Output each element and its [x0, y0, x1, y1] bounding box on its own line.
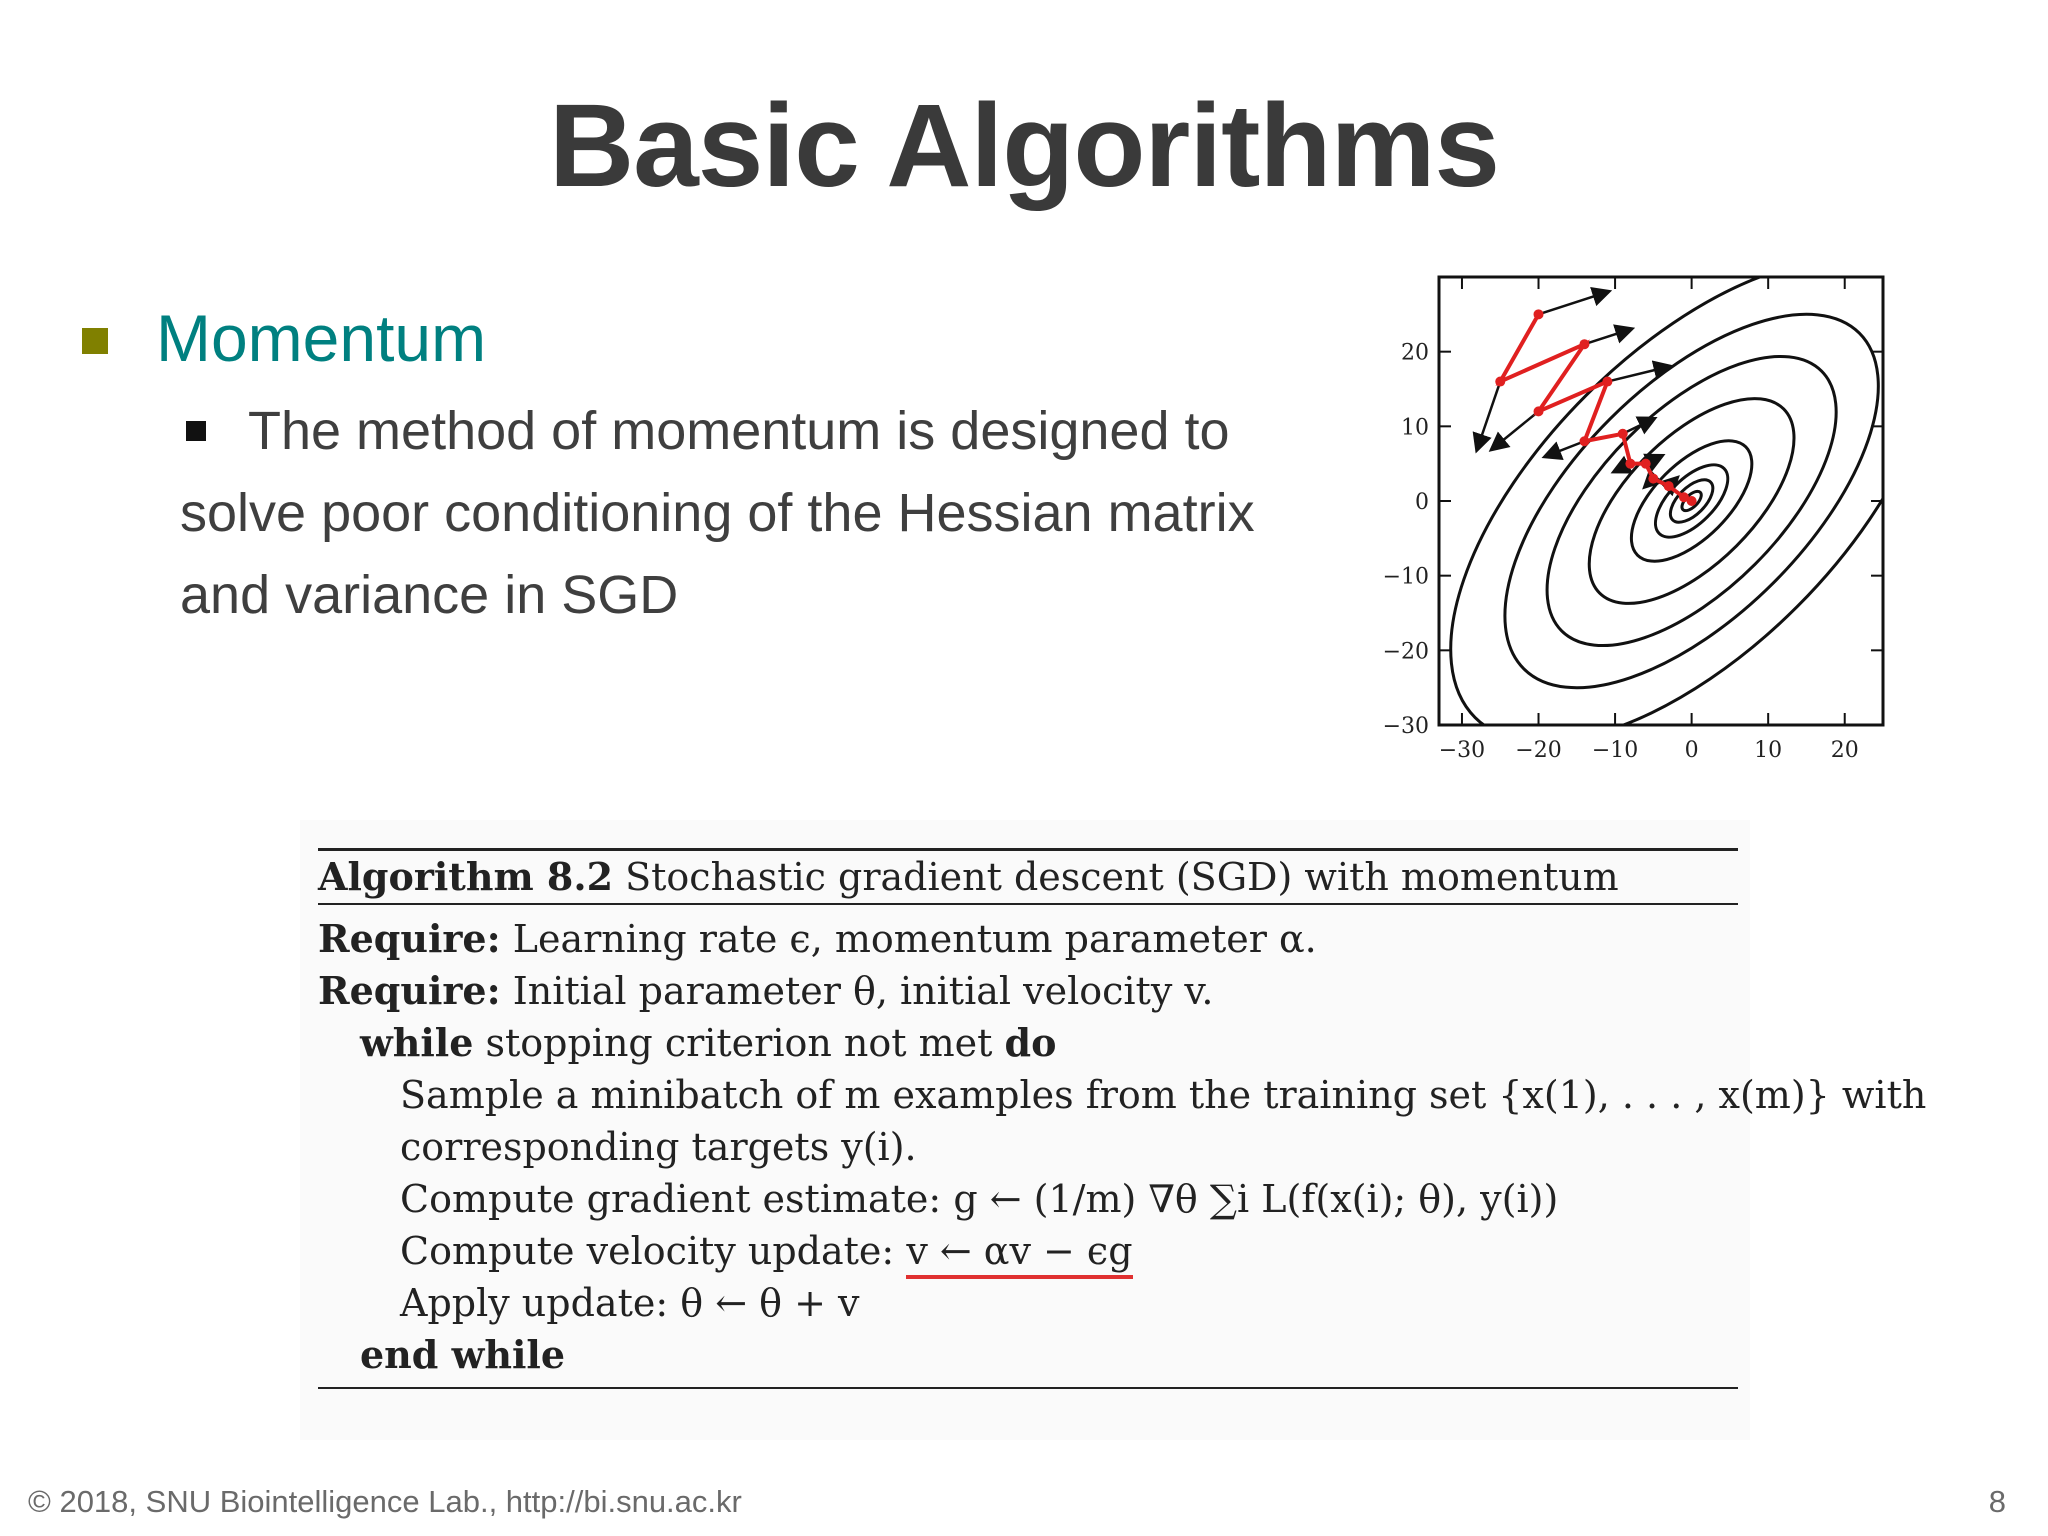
algorithm-header-rule	[318, 903, 1738, 905]
velocity-label: Compute velocity update:	[400, 1229, 895, 1273]
while-keyword: while	[360, 1020, 474, 1065]
momentum-path-point-0	[1534, 309, 1544, 319]
footer-copyright: © 2018, SNU Biointelligence Lab., http://bi.snu.ac.kr	[28, 1484, 742, 1519]
algorithm-label: Algorithm 8.2	[318, 854, 614, 899]
gradient-arrow-6	[1623, 419, 1654, 434]
momentum-path-point-12	[1687, 496, 1697, 506]
plot-frame	[1439, 277, 1883, 725]
algorithm-end-while	[318, 1329, 1738, 1381]
y-tick-label-4: −20	[1382, 639, 1429, 665]
momentum-path-point-10	[1664, 481, 1674, 491]
do-keyword: do	[1004, 1020, 1057, 1065]
momentum-path-point-5	[1579, 436, 1589, 446]
y-tick-label-5: −30	[1382, 714, 1429, 739]
sub-bullet-square-icon	[186, 421, 206, 441]
momentum-path-point-4	[1602, 377, 1612, 387]
apply-label: Apply update:	[400, 1281, 669, 1325]
algorithm-gradient-step	[318, 1173, 1738, 1225]
algorithm-box	[300, 820, 1927, 1440]
require-1-text: Learning rate ϵ, momentum parameter α.	[512, 917, 1317, 961]
footer-page-number: 8	[1988, 1484, 2006, 1519]
x-tick-label-3: 0	[1684, 738, 1699, 763]
momentum-contour-plot	[1370, 262, 1910, 772]
bullet-momentum-text: Momentum	[156, 301, 487, 375]
algorithm-sample-line-2: corresponding targets y(i).	[400, 1125, 917, 1169]
sub-bullet	[180, 390, 1340, 636]
require-2-text: Initial parameter θ, initial velocity v.	[512, 969, 1214, 1013]
momentum-path-point-1	[1495, 377, 1505, 387]
gradient-equation: g ← (1/m) ∇θ ∑i L(f(x(i); θ), y(i))	[953, 1177, 1559, 1221]
momentum-path-point-8	[1641, 459, 1651, 469]
gradient-arrow-2	[1584, 329, 1630, 344]
bullet-momentum	[82, 300, 486, 376]
y-tick-label-3: −10	[1382, 564, 1429, 590]
x-tick-label-2: −10	[1591, 738, 1639, 763]
momentum-path-point-2	[1579, 339, 1589, 349]
y-tick-label-1: 10	[1401, 415, 1429, 441]
algorithm-apply-step	[318, 1277, 1738, 1329]
algorithm-sample-line: Sample a minibatch of m examples from the training set {x(1), . . . , x(m)} with	[400, 1073, 1927, 1117]
momentum-path-point-6	[1618, 429, 1628, 439]
x-tick-label-1: −20	[1515, 738, 1562, 763]
algorithm-header	[318, 851, 1738, 903]
x-tick-label-4: 10	[1754, 738, 1783, 763]
gradient-arrow-0	[1539, 292, 1608, 314]
end-while-keyword: end while	[360, 1332, 565, 1377]
gradient-label: Compute gradient estimate:	[400, 1177, 942, 1221]
y-tick-label-0: 20	[1401, 340, 1429, 366]
velocity-equation-highlighted: v ← αv − ϵg	[906, 1229, 1132, 1279]
y-tick-label-2: 0	[1415, 490, 1429, 515]
require-2-keyword: Require:	[318, 968, 501, 1013]
x-tick-label-5: 20	[1830, 738, 1859, 763]
algorithm-bottom-rule	[318, 1387, 1738, 1389]
gradient-arrow-1	[1477, 382, 1500, 449]
momentum-path-point-3	[1534, 406, 1544, 416]
contour-1	[1442, 262, 1910, 751]
sub-bullet-text: The method of momentum is designed to solve poor conditioning of the Hessian matrix and variance in SGD	[180, 401, 1255, 625]
algorithm-require-1	[318, 913, 1738, 965]
algorithm-velocity-step	[318, 1225, 1738, 1277]
gradient-arrow-3	[1493, 411, 1539, 448]
slide-title: Basic Algorithms	[548, 80, 1500, 212]
require-1-keyword: Require:	[318, 916, 501, 961]
algorithm-title: Stochastic gradient descent (SGD) with momentum	[625, 855, 1619, 899]
algorithm-while	[318, 1017, 1738, 1069]
x-tick-label-0: −30	[1438, 738, 1486, 763]
momentum-path-point-9	[1648, 474, 1658, 484]
momentum-path-point-7	[1625, 459, 1635, 469]
while-condition: stopping criterion not met	[485, 1021, 993, 1065]
contour-lines	[1370, 262, 1910, 772]
algorithm-require-2	[318, 965, 1738, 1017]
apply-equation: θ ← θ + v	[680, 1281, 860, 1325]
bullet-square-icon	[82, 328, 108, 354]
